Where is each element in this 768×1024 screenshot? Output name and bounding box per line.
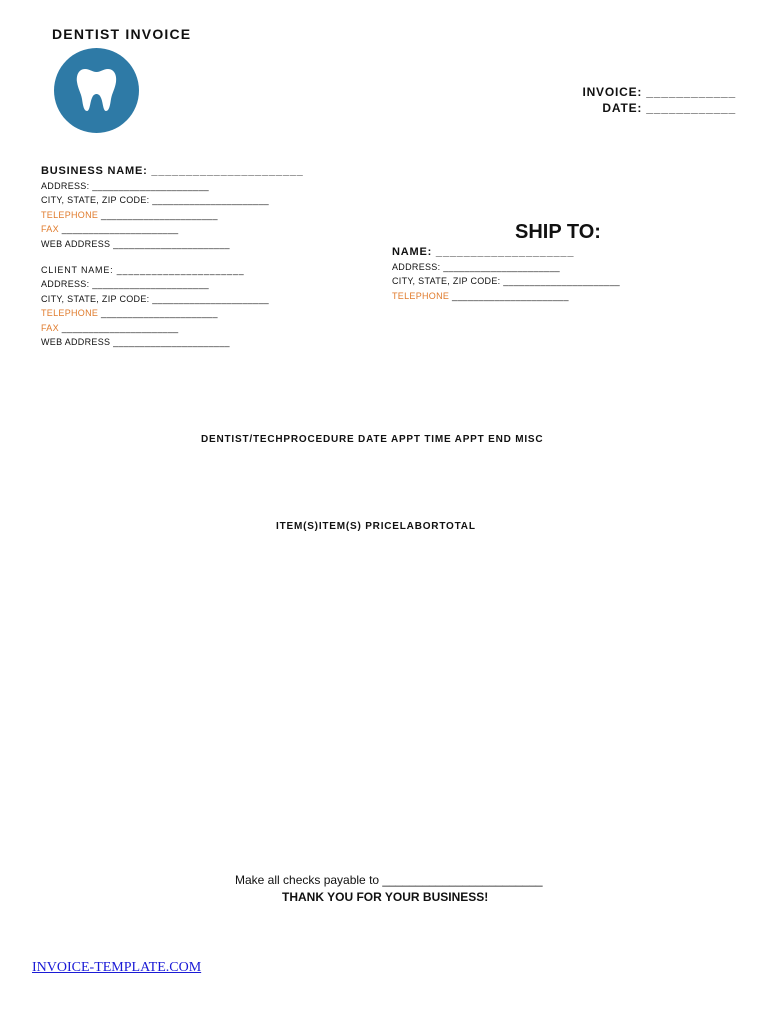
business-address-field[interactable]: ADDRESS: ______________________ (41, 181, 209, 191)
checks-payable-line: Make all checks payable to ________________________ (235, 873, 543, 887)
telephone-label: TELEPHONE (41, 209, 99, 220)
client-telephone-field[interactable] (41, 306, 269, 320)
tooth-icon (75, 67, 118, 113)
client-block (41, 263, 269, 349)
invoice-date-field[interactable]: DATE: ____________ (602, 101, 736, 115)
ship-telephone-field[interactable] (392, 289, 620, 303)
invoice-meta (582, 84, 736, 116)
fax-line: ______________________ (61, 322, 179, 333)
invoice-template-link[interactable]: INVOICE-TEMPLATE.COM (32, 960, 202, 975)
ship-to-heading: SHIP TO: (515, 221, 601, 243)
appointments-table-header: DENTIST/TECHPROCEDURE DATE APPT TIME APPT END MISC (201, 434, 544, 445)
business-fax-field[interactable] (41, 222, 304, 236)
business-city-field[interactable]: CITY, STATE, ZIP CODE: ______________________ (41, 195, 269, 206)
telephone-line: ______________________ (101, 308, 218, 319)
dentist-logo (54, 48, 139, 133)
fax-label: FAX (41, 224, 59, 235)
client-address-field[interactable]: ADDRESS: ______________________ (41, 279, 209, 290)
telephone-label: TELEPHONE (41, 308, 99, 319)
invoice-number-field[interactable]: INVOICE: ____________ (582, 85, 736, 99)
ship-to-block (392, 245, 620, 303)
client-web-field[interactable]: WEB ADDRESS ______________________ (41, 337, 230, 348)
business-name-field[interactable]: BUSINESS NAME: ______________________ (41, 165, 304, 177)
ship-city-field[interactable]: CITY, STATE, ZIP CODE: ______________________ (392, 276, 620, 287)
ship-address-field[interactable]: ADDRESS: ______________________ (392, 262, 560, 272)
ship-name-field[interactable]: NAME: ____________________ (392, 246, 575, 258)
thank-you-note: THANK YOU FOR YOUR BUSINESS! (282, 890, 489, 904)
client-name-field[interactable]: CLIENT NAME: ______________________ (41, 265, 245, 275)
business-web-field[interactable]: WEB ADDRESS ______________________ (41, 238, 230, 249)
telephone-line: ______________________ (452, 290, 569, 301)
telephone-label: TELEPHONE (392, 290, 450, 301)
fax-label: FAX (41, 322, 59, 333)
client-city-field[interactable]: CITY, STATE, ZIP CODE: ______________________ (41, 293, 269, 304)
invoice-title: DENTIST INVOICE (52, 26, 192, 42)
client-fax-field[interactable] (41, 321, 269, 335)
telephone-line: ______________________ (101, 209, 218, 220)
business-telephone-field[interactable] (41, 208, 304, 222)
fax-line: ______________________ (61, 224, 179, 235)
items-table-header: ITEM(S)ITEM(S) PRICELABORTOTAL (276, 521, 476, 532)
business-block (41, 164, 304, 251)
